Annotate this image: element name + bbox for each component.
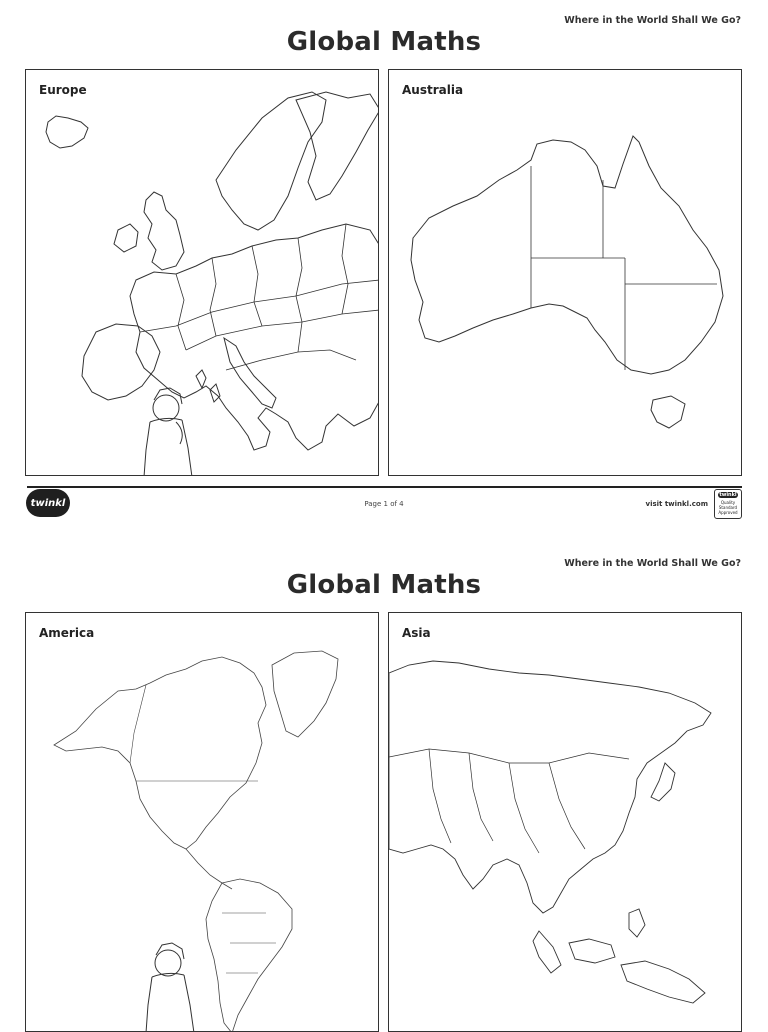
panel-label-asia: Asia — [402, 626, 431, 640]
worksheet-page-2 — [0, 543, 768, 1024]
europe-map — [26, 70, 379, 476]
asia-map — [389, 613, 742, 1032]
footer-rule — [27, 486, 742, 488]
badge-text: Quality Standard Approved — [718, 500, 738, 515]
america-map — [26, 613, 379, 1032]
panel-label-america: America — [39, 626, 95, 640]
australia-map — [389, 70, 742, 476]
america-panel — [25, 612, 379, 1032]
asia-panel — [388, 612, 742, 1032]
europe-panel — [25, 69, 379, 476]
worksheet-title: Global Maths — [286, 27, 482, 57]
quality-badge — [714, 489, 742, 519]
page-number: Page 1 of 4 — [364, 500, 404, 508]
panel-label-europe: Europe — [39, 83, 87, 97]
australia-panel — [388, 69, 742, 476]
worksheet-subtitle: Where in the World Shall We Go? — [564, 558, 741, 569]
badge-logo: twinkl — [719, 492, 737, 498]
twinkl-logo: twinkl — [26, 489, 70, 517]
visit-link[interactable]: visit twinkl.com — [645, 500, 708, 508]
worksheet-title: Global Maths — [286, 570, 482, 600]
panel-label-australia: Australia — [402, 83, 464, 97]
worksheet-subtitle: Where in the World Shall We Go? — [564, 15, 741, 26]
